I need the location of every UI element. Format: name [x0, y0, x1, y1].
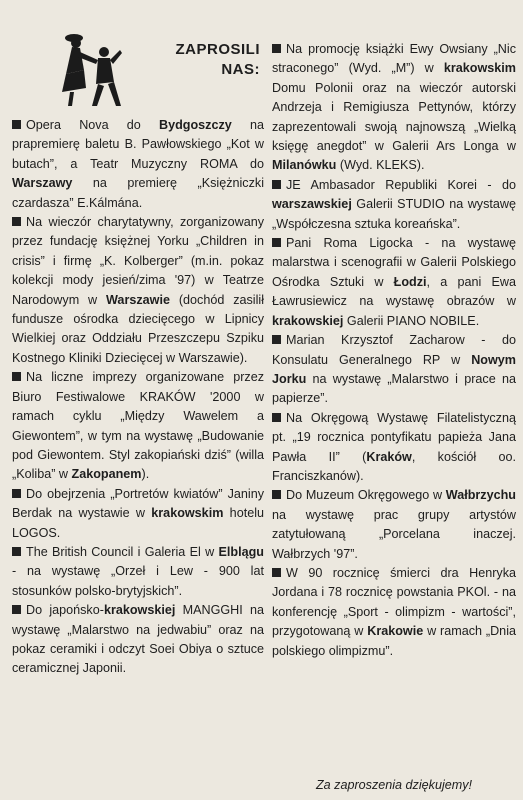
- announcement-item: [12, 543, 264, 601]
- place-name: Warszawy: [12, 176, 73, 191]
- announcement-text: , kościół oo. Franciszkanów).: [272, 449, 516, 483]
- square-bullet-icon: [272, 568, 281, 577]
- square-bullet-icon: [12, 605, 21, 614]
- announcement-text: Opera Nova do: [26, 118, 159, 132]
- announcement-text: (Wyd. KLEKS).: [336, 158, 425, 173]
- announcement-text: w ramach „Dnia polskiego olimpizmu”.: [272, 624, 516, 658]
- announcement-text: Do obejrzenia „Portretów kwiatów” Janiny Berdak na wystawie w: [12, 486, 264, 521]
- place-name: Nowym Jorku: [272, 352, 516, 386]
- square-bullet-icon: [12, 372, 21, 381]
- announcement-text: Pani Roma Ligocka - na wystawę malarstwa i scenografii w Galerii Polskiego Ośrodka Sztuki w: [272, 236, 516, 289]
- place-name: Łodzi: [393, 274, 427, 289]
- announcement-text: Do Muzeum Okręgowego w: [286, 488, 446, 503]
- right-paragraph-list: [272, 40, 516, 661]
- page-title: [175, 40, 260, 80]
- announcement-text: na prapremierę baletu B. Pawłowskiego „Kot w butach”, a Teatr Muzyczny ROMA do: [12, 118, 264, 171]
- square-bullet-icon: [272, 413, 281, 422]
- announcement-text: (dochód zasilił fundusze ośrodka dziecięcego w Lipnicy Wielkiej oraz Oddziału Przeszczepu Szpiku Kostnego Kliniki Dziecięcej w Warszawie).: [12, 292, 264, 365]
- announcement-item: [272, 40, 516, 176]
- dancing-couple-icon: [58, 30, 124, 110]
- announcement-text: na wystawę prac grupy artystów zatytułowaną „Porcelana inaczej. Wałbrzych '97”.: [272, 507, 516, 561]
- announcement-text: Galerii STUDIO na wystawę „Współczesna sztuka koreańska”.: [272, 197, 516, 231]
- announcement-item: [12, 485, 264, 543]
- announcement-text: , a pani Ewa Ławrusiewicz na wystawę obrazów w: [272, 274, 517, 309]
- announcement-text: na wystawę „Malarstwo i prace na papierze”.: [272, 371, 516, 406]
- square-bullet-icon: [272, 490, 281, 499]
- announcement-item: [272, 234, 516, 331]
- place-name: Krakowie: [367, 624, 424, 639]
- place-name: krakowskiej: [103, 603, 176, 618]
- announcement-text: MANGGHI na wystawę „Malarstwo na jedwabiu” oraz na pokaz ceramiki i odczyt Soei Obiya o sztuce ceramicznej Japonii.: [12, 603, 264, 676]
- announcement-text: W 90 rocznicę śmierci dra Henryka Jordana i 78 rocznicę powstania PKOl. - na konferencję „Sport - olimpizm - wartości”, przygotowaną w: [272, 565, 516, 639]
- announcement-item: [12, 116, 264, 213]
- announcement-text: Galerii PIANO NOBILE.: [343, 313, 480, 328]
- title-line-2: NAS:: [221, 61, 260, 78]
- announcement-item: [12, 368, 264, 484]
- place-name: Kraków: [366, 449, 412, 464]
- announcement-text: The British Council i Galeria El w: [26, 544, 219, 559]
- square-bullet-icon: [12, 120, 21, 129]
- announcement-text: na premierę „Księżniczki czardasza” E.Kálmána.: [12, 176, 264, 210]
- thanks-note: Za zaproszenia dziękujemy!: [315, 778, 473, 792]
- announcement-item: [12, 213, 264, 368]
- place-name: Wałbrzychu: [445, 488, 516, 503]
- announcement-text: Domu Polonii oraz na wieczór autorski Andrzeja i Remigiusza Pettynów, którzy zaprezentowali swoją najnowszą „Wielką księgę anegdot” w Galerii Ars Longa w: [272, 80, 516, 154]
- announcement-item: [272, 176, 516, 234]
- announcement-text: Do japońsko-: [26, 603, 104, 618]
- place-name: krakowskim: [443, 61, 516, 76]
- announcement-text: ).: [141, 467, 150, 482]
- left-column: [12, 0, 264, 679]
- square-bullet-icon: [272, 180, 281, 189]
- square-bullet-icon: [272, 238, 281, 247]
- square-bullet-icon: [272, 335, 281, 344]
- place-name: warszawskiej: [272, 197, 352, 212]
- announcement-item: [272, 409, 516, 487]
- left-paragraph-list: [12, 116, 264, 679]
- announcement-item: [272, 486, 516, 564]
- place-name: krakowskiej: [272, 313, 344, 328]
- announcement-item: [12, 601, 264, 679]
- square-bullet-icon: [272, 44, 281, 53]
- header: [12, 0, 264, 116]
- announcement-text: - na wystawę „Orzeł i Lew - 900 lat stosunków polsko-brytyjskich”.: [12, 564, 264, 598]
- announcement-text: JE Ambasador Republiki Korei - do: [286, 177, 516, 192]
- place-name: Elblągu: [218, 544, 264, 559]
- announcement-text: Na liczne imprezy organizowane przez Biuro Festiwalowe KRAKÓW '2000 w ramach cyklu „Między Wawelem a Giewontem”, w tym na wystawę „Budowanie pod Giewontem. Styl zakopiański dziś” (willa „Koliba” w: [12, 370, 264, 482]
- announcement-item: [272, 331, 516, 409]
- square-bullet-icon: [12, 547, 21, 556]
- right-column: [272, 0, 516, 661]
- announcement-text: Marian Krzysztof Zacharow - do Konsulatu Generalnego RP w: [272, 333, 516, 367]
- announcement-text: hotelu LOGOS.: [12, 506, 264, 540]
- place-name: Bydgoszczy: [158, 118, 232, 132]
- square-bullet-icon: [12, 217, 21, 226]
- announcement-text: Na Okręgową Wystawę Filatelistyczną pt. „19 rocznica pontyfikatu papieża Jana Pawła II” (: [272, 410, 516, 464]
- place-name: Milanówku: [272, 158, 337, 173]
- square-bullet-icon: [12, 489, 21, 498]
- title-line-1: ZAPROSILI: [175, 41, 260, 58]
- place-name: Warszawie: [106, 292, 170, 307]
- place-name: krakowskim: [151, 506, 224, 521]
- announcement-text: Na wieczór charytatywny, zorganizowany przez fundację księżnej Yorku „Children in crisis” i firmę „K. Kolberger” (m.in. pokaz kolekcji mody jesień/zima '97) w Teatrze Narodowym w: [12, 215, 264, 307]
- announcement-item: [272, 564, 516, 661]
- place-name: Zakopanem: [71, 467, 142, 482]
- announcement-text: Na promocję książki Ewy Owsiany „Nic straconego” (Wyd. „M”) w: [272, 42, 516, 76]
